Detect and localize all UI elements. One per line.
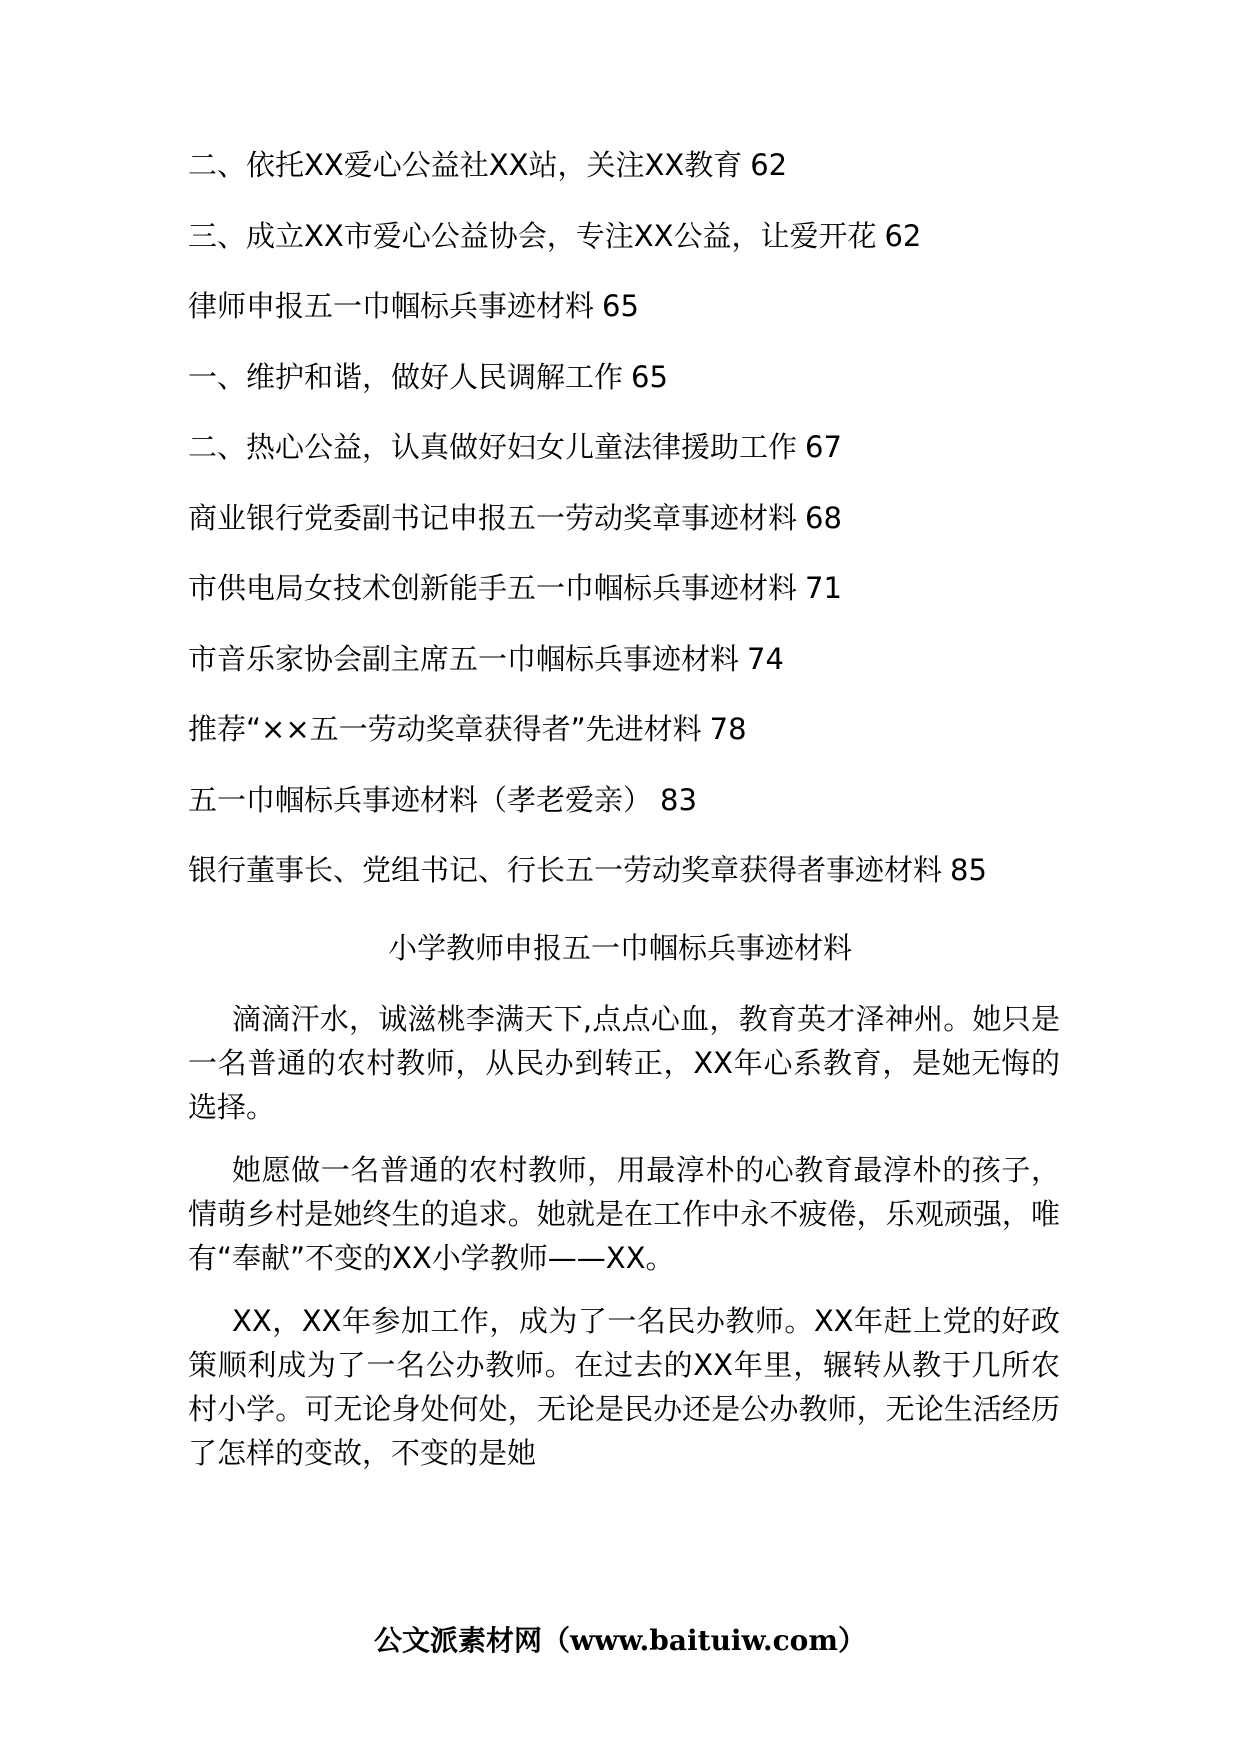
toc-item-title: 市音乐家协会副主席五一巾帼标兵事迹材料 bbox=[188, 641, 740, 676]
toc-item bbox=[188, 851, 1088, 889]
toc-item-title: 三、成立XX市爱心公益协会，专注XX公益，让爱开花 bbox=[188, 218, 877, 253]
article-paragraph: 她愿做一名普通的农村教师，用最淳朴的心教育最淳朴的孩子，情萌乡村是她终生的追求。她就是在工作中永不疲倦，乐观顽强，唯有“奉献”不变的XX小学教师——XX。 bbox=[188, 1153, 1060, 1275]
toc-item bbox=[188, 499, 1088, 537]
article-paragraph: 滴滴汗水，诚滋桃李满天下,点点心血，教育英才泽神州。她只是一名普通的农村教师，从民办到转正，XX年心系教育，是她无悔的选择。 bbox=[188, 1002, 1060, 1124]
page-footer: 公文派素材网（www.baituiw.com） bbox=[374, 1624, 866, 1657]
toc-item-title: 律师申报五一巾帼标兵事迹材料 bbox=[188, 289, 595, 323]
toc-item-page: 71 bbox=[805, 571, 842, 605]
toc-item-title: 二、依托XX爱心公益社XX站，关注XX教育 bbox=[188, 148, 743, 182]
toc-item-title: 银行董事长、党组书记、行长五一劳动奖章获得者事迹材料 bbox=[188, 853, 943, 887]
toc-item-page: 85 bbox=[950, 853, 987, 887]
toc-item-title: 商业银行党委副书记申报五一劳动奖章事迹材料 bbox=[188, 500, 798, 535]
article-title: 小学教师申报五一巾帼标兵事迹材料 bbox=[387, 931, 852, 965]
toc-item-page: 67 bbox=[805, 430, 842, 464]
toc-item-page: 78 bbox=[709, 712, 747, 746]
toc-item bbox=[188, 146, 1088, 184]
toc-item bbox=[188, 710, 1088, 748]
toc-item-title: 市供电局女技术创新能手五一巾帼标兵事迹材料 bbox=[188, 571, 798, 605]
toc-item-page: 65 bbox=[602, 289, 639, 323]
toc-item-title: 推荐“××五一劳动奖章获得者”先进材料 bbox=[188, 712, 702, 746]
toc-item bbox=[188, 569, 1088, 607]
toc-item-page: 65 bbox=[631, 359, 668, 394]
toc-item-title: 二、热心公益，认真做好妇女儿童法律援助工作 bbox=[188, 430, 798, 464]
toc-item bbox=[188, 217, 1088, 255]
toc-item-page: 62 bbox=[884, 218, 922, 253]
toc-item-title: 一、维护和谐，做好人民调解工作 bbox=[188, 359, 624, 394]
toc-item bbox=[188, 287, 1088, 325]
toc-item bbox=[188, 781, 1088, 819]
toc-item bbox=[188, 428, 1088, 466]
article-paragraph: XX，XX年参加工作，成为了一名民办教师。XX年赶上党的好政策顺利成为了一名公办教师。在过去的XX年里，辗转从教于几所农村小学。可无论身处何处，无论是民办还是公办教师，无论生活经历了怎样的变故，不变的是她 bbox=[188, 1304, 1060, 1470]
toc-item-page: 74 bbox=[747, 641, 784, 676]
table-of-contents bbox=[188, 146, 1088, 922]
toc-item-page: 68 bbox=[805, 500, 842, 535]
toc-item-page: 83 bbox=[660, 782, 697, 817]
toc-item-page: 62 bbox=[750, 148, 788, 182]
toc-item bbox=[188, 640, 1088, 678]
toc-item-title: 五一巾帼标兵事迹材料（孝老爱亲） bbox=[188, 782, 653, 817]
toc-item bbox=[188, 358, 1088, 396]
article-body bbox=[188, 997, 1060, 1494]
